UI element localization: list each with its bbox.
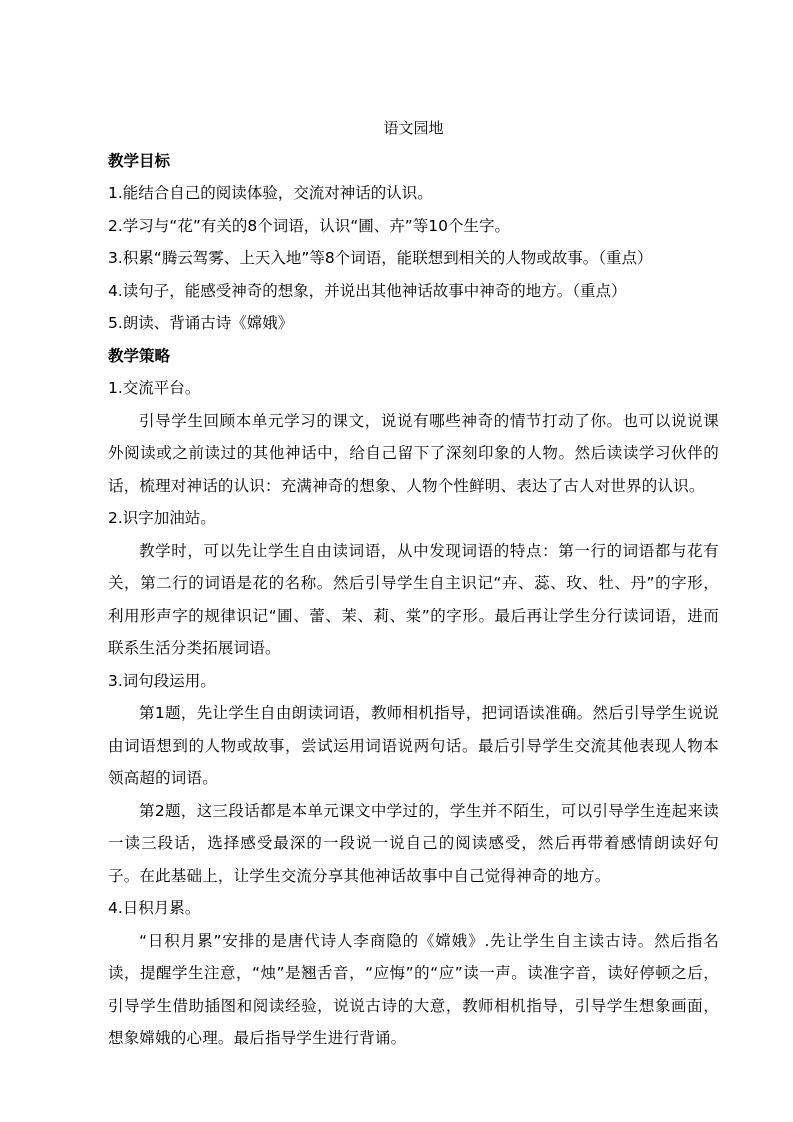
strategy-heading: 教学策略 — [108, 346, 171, 365]
goal-item-3: 3.积累“腾云驾雾、上天入地”等8个词语，能联想到相关的人物或故事。（重点） — [108, 249, 653, 267]
document-page — [108, 112, 719, 1055]
goal-item-2: 2.学习与“花”有关的8个词语，认识“圃、卉”等10个生字。 — [108, 216, 510, 235]
goal-item-4: 4.读句子，能感受神奇的想象，并说出其他神话故事中神奇的地方。（重点） — [108, 281, 627, 300]
section1-paragraph: 引导学生回顾本单元学习的课文，说说有哪些神奇的情节打动了你。也可以说说课外阅读或之前读过的其他神话中，给自己留下了深刻印象的人物。然后读读学习伙伴的话，梳理对神话的认识：充满神奇的想象、人物个性鲜明、表达了古人对世界的认识。 — [108, 411, 719, 495]
section1-title: 1.交流平台。 — [108, 379, 201, 397]
section3-title: 3.词句段运用。 — [108, 671, 216, 690]
section4-paragraph: “日积月累”安排的是唐代诗人李商隐的《嫦娥》.先让学生自主读古诗。然后指名读，提醒学生注意，“烛”是翘舌音，“应悔”的“应”读一声。读准字音，读好停顿之后，引导学生借助插图和阅读经验，说说古诗的大意，教师相机指导，引导学生想象画面，想象嫦娥的心理。最后指导学生进行背诵。 — [108, 931, 719, 1047]
document-title: 语文园地 — [383, 119, 444, 137]
section2-title: 2.识字加油站。 — [108, 509, 216, 527]
section4-title: 4.日积月累。 — [108, 899, 201, 917]
section3-paragraph-1: 第1题，先让学生自由朗读词语，教师相机指导，把词语读准确。然后引导学生说说由词语想到的人物或故事，尝试运用词语说两句话。最后引导学生交流其他表现人物本领高超的词语。 — [108, 704, 719, 787]
goal-item-5: 5.朗读、背诵古诗《嫦娥》 — [108, 314, 294, 332]
section3-paragraph-2: 第2题，这三段话都是本单元课文中学过的，学生并不陌生，可以引导学生连起来读一读三段话，选择感受最深的一段说一说自己的阅读感受，然后再带着感情朗读好句子。在此基础上，让学生交流分享其他神话故事中自己觉得神奇的地方。 — [108, 801, 719, 885]
section2-paragraph: 教学时，可以先让学生自由读词语，从中发现词语的特点：第一行的词语都与花有关，第二行的词语是花的名称。然后引导学生自主识记“卉、蕊、玫、牡、丹”的字形，利用形声字的规律识记“圃、蕾、茉、莉、棠”的字形。最后再让学生分行读词语，进而联系生活分类拓展词语。 — [108, 541, 719, 657]
goals-heading: 教学目标 — [108, 151, 171, 170]
goal-item-1: 1.能结合自己的阅读体验，交流对神话的认识。 — [108, 184, 433, 202]
